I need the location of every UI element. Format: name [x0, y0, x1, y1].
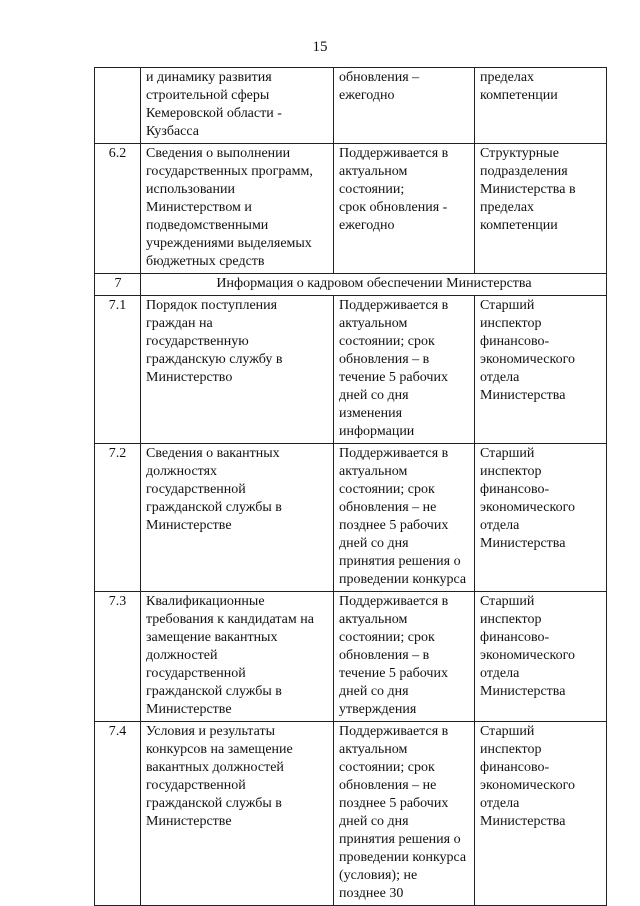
- page-number: 15: [312, 39, 328, 55]
- row-update: Поддерживается в актуальном состоянии; срок обновления – не позднее 5 рабочих дней со дня принятия решения о проведении конкурса (условия); не позднее 30: [334, 722, 475, 906]
- section-title: Информация о кадровом обеспечении Министерства: [141, 274, 607, 296]
- table-row: [95, 296, 607, 444]
- row-responsible: Старший инспектор финансово- экономического отдела Министерства: [475, 592, 607, 722]
- table-row: [95, 444, 607, 592]
- row-number: [95, 68, 141, 144]
- row-responsible: Структурные подразделения Министерства в пределах компетенции: [475, 144, 607, 274]
- row-number: 7.4: [95, 722, 141, 906]
- row-name: Условия и результаты конкурсов на замещение вакантных должностей государственной гражданской службы в Министерстве: [141, 722, 334, 906]
- row-name: Сведения о выполнении государственных программ, использовании Министерством и подведомственными учреждениями выделяемых бюджетных средств: [141, 144, 334, 274]
- row-update: Поддерживается в актуальном состоянии; срок обновления – не позднее 5 рабочих дней со дня принятия решения о проведении конкурса: [334, 444, 475, 592]
- row-responsible: пределах компетенции: [475, 68, 607, 144]
- row-number: 7.3: [95, 592, 141, 722]
- row-number: 7.2: [95, 444, 141, 592]
- row-update: Поддерживается в актуальном состоянии; срок обновления – в течение 5 рабочих дней со дня утверждения: [334, 592, 475, 722]
- section-row: [95, 274, 607, 296]
- row-name: Порядок поступления граждан на государственную гражданскую службу в Министерство: [141, 296, 334, 444]
- row-responsible: Старший инспектор финансово- экономического отдела Министерства: [475, 722, 607, 906]
- section-number: 7: [95, 274, 141, 296]
- row-responsible: Старший инспектор финансово- экономического отдела Министерства: [475, 296, 607, 444]
- row-name: и динамику развития строительной сферы Кемеровской области - Кузбасса: [141, 68, 334, 144]
- table-row: [95, 144, 607, 274]
- row-number: 6.2: [95, 144, 141, 274]
- row-update: Поддерживается в актуальном состоянии; срок обновления - ежегодно: [334, 144, 475, 274]
- information-table: [94, 67, 607, 906]
- row-responsible: Старший инспектор финансово- экономического отдела Министерства: [475, 444, 607, 592]
- table-row: [95, 68, 607, 144]
- row-name: Сведения о вакантных должностях государственной гражданской службы в Министерстве: [141, 444, 334, 592]
- row-update: обновления – ежегодно: [334, 68, 475, 144]
- row-update: Поддерживается в актуальном состоянии; срок обновления – в течение 5 рабочих дней со дня изменения информации: [334, 296, 475, 444]
- table-row: [95, 722, 607, 906]
- table-row: [95, 592, 607, 722]
- row-name: Квалификационные требования к кандидатам на замещение вакантных должностей государственной гражданской службы в Министерстве: [141, 592, 334, 722]
- row-number: 7.1: [95, 296, 141, 444]
